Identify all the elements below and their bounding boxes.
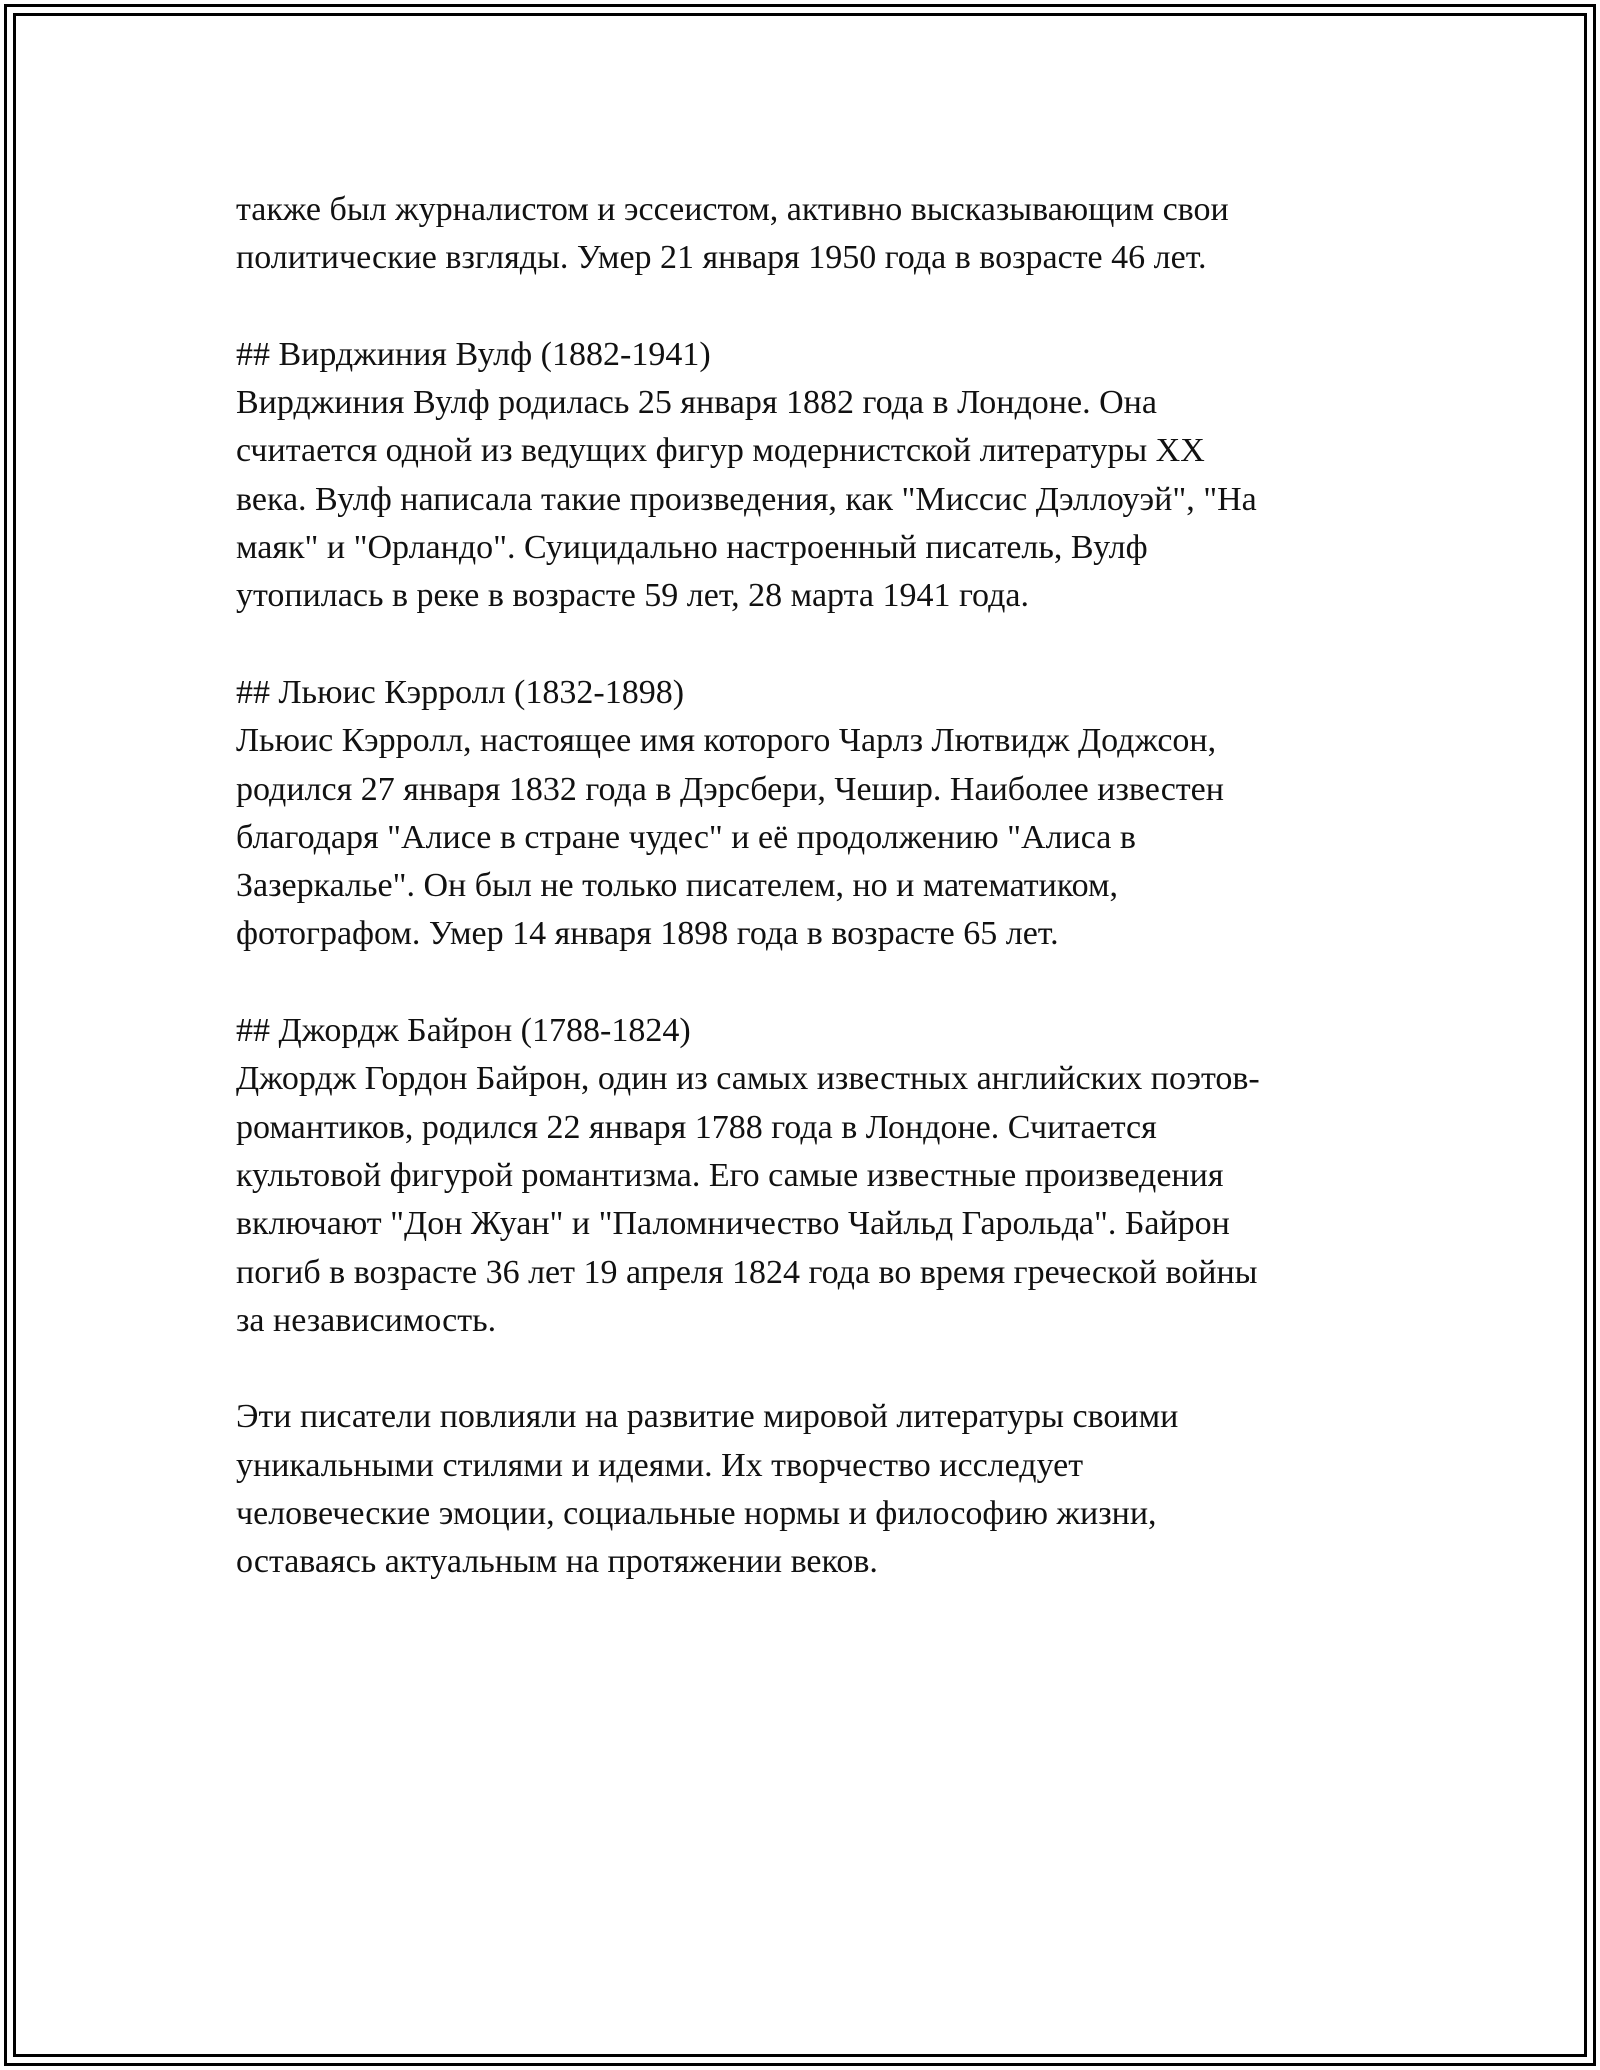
section-carroll (236, 669, 1366, 959)
section-heading: ## Льюис Кэрролл (1832-1898) (236, 673, 685, 711)
section-body: Вирджиния Вулф родилась 25 января 1882 года в Лондоне. Она считается одной из ведущих фигур модернистской литературы XX века. Вулф написала такие произведения, как "Миссис Дэллоуэй", "На маяк" и "Орландо". Суицидально настроенный писатель, Вулф утопилась в реке в возрасте 59 лет, 28 марта 1941 года. (236, 384, 1257, 615)
section-heading: ## Вирджиния Вулф (1882-1941) (236, 335, 711, 373)
intro-paragraph: также был журналистом и эссеистом, активно высказывающим свои политические взгляды. Умер 21 января 1950 года в возрасте 46 лет. (236, 191, 1229, 277)
section-woolf (236, 331, 1366, 621)
section-byron (236, 1007, 1366, 1345)
section-heading: ## Джордж Байрон (1788-1824) (236, 1012, 691, 1050)
document-body (236, 186, 1366, 1635)
conclusion-paragraph: Эти писатели повлияли на развитие мировой литературы своими уникальными стилями и идеями. Их творчество исследует человеческие эмоции, социальные нормы и философию жизни, оставаясь актуальным на протяжении веков. (236, 1398, 1179, 1581)
section-body: Джордж Гордон Байрон, один из самых известных английских поэтов- романтиков, родился 22 января 1788 года в Лондоне. Считается культовой фигурой романтизма. Его самые известные произведения включают "Дон Жуан" и "Паломничество Чайльд Гарольда". Байрон погиб в возрасте 36 лет 19 апреля 1824 года во время греческой войны за независимость. (236, 1060, 1260, 1339)
section-body: Льюис Кэрролл, настоящее имя которого Чарлз Лютвидж Доджсон, родился 27 января 1832 года в Дэрсбери, Чешир. Наиболее известен благодаря "Алисе в стране чудес" и её продолжению "Алиса в Зазеркалье". Он был не только писателем, но и математиком, фотографом. Умер 14 января 1898 года в возрасте 65 лет. (236, 722, 1224, 953)
